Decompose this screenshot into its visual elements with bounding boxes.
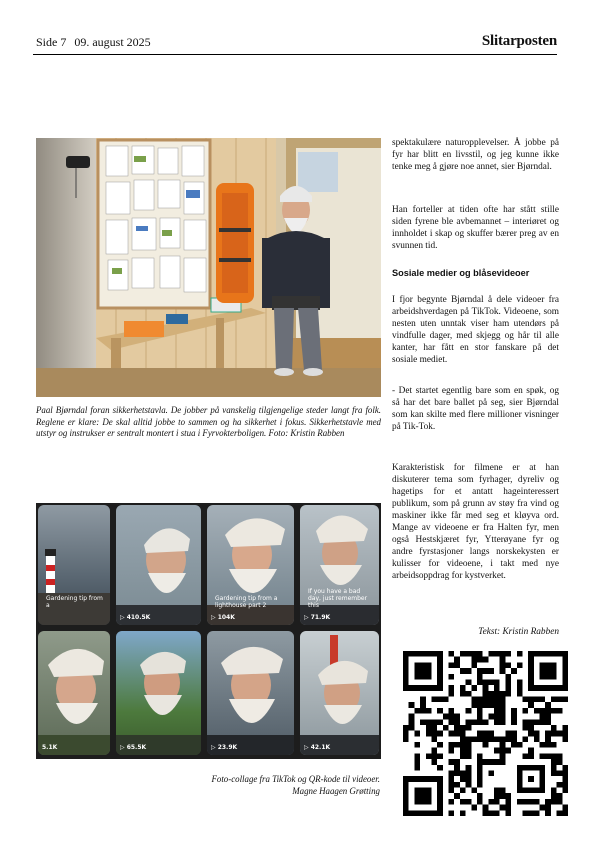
article-paragraph-3 bbox=[392, 294, 559, 366]
section-heading: Sosiale medier og blåsevideoer bbox=[392, 268, 530, 278]
article-paragraph-4 bbox=[392, 385, 559, 433]
view-count: ▷ 42.1K bbox=[304, 744, 331, 751]
article-paragraph-5 bbox=[392, 462, 559, 582]
article-paragraph-1 bbox=[392, 137, 559, 173]
page-info bbox=[36, 35, 151, 50]
page-number: Side 7 bbox=[36, 35, 67, 49]
video-tip: Gardening tip from a lighthouse part 2 bbox=[215, 595, 278, 609]
paragraph-text: I fjor begynte Bjørndal å dele videoer fra arbeidshverdagen på TikTok. Videoene, som nesten uten unntak viser ham utendørs på vindfulle dager, med skjegg og hår til alle kanter, har fått en stor fanskare på det sosiale mediet. bbox=[392, 295, 559, 365]
view-count: ▷ 104K bbox=[211, 614, 235, 621]
paragraph-text: - Det startet egentlig bare som en spøk, og så har det bare ballet på seg, sier Bjørndal som kan skilte med flere millioner visninger på Tik-Tok. bbox=[392, 386, 559, 432]
page-header bbox=[33, 33, 557, 53]
video-tile[interactable] bbox=[300, 631, 379, 755]
view-count: ▷ 71.9K bbox=[304, 614, 331, 621]
video-tip: Gardening tip from a bbox=[46, 595, 103, 609]
tiktok-collage bbox=[36, 503, 381, 759]
collage-caption bbox=[150, 774, 380, 797]
face-image bbox=[38, 631, 110, 755]
face-image bbox=[300, 631, 379, 755]
video-tile[interactable] bbox=[207, 631, 294, 755]
safety-board-photo bbox=[36, 138, 381, 397]
article-paragraph-2 bbox=[392, 204, 559, 252]
paragraph-text: Karakteristisk for filmene er at han diskuterer tema som fyrhager, dyreliv og hagetips for et antatt hageinteressert publikum, som på grunn av støy fra vind og maskiner ikke får med seg et kløyva ord. Mange av videoene er fra Halten fyr, men også Hestskjæret fyr, Ytterøyane fyr og andre fyrstasjoner langs norskekysten er kulisser for videoene, i takt med nye arbeidsoppdrag for kystverket. bbox=[392, 463, 559, 581]
photo-caption: Paal Bjørndal foran sikkerhetstavla. De jobber på vanskelig tilgjengelige steder langt fra folk. Reglene er klare: De skal alltid jobbe to sammen og ha sikkerhet i fokus. Sikkerhetstavle med utstyr og instrukser er sentralt montert i stua i Fyrvokterboligen. Foto: Kristin Rabben bbox=[36, 405, 381, 439]
paragraph-text: spektakulære naturopplevelser. Å jobbe på fyr har blitt en livsstil, og jeg kunne ikke tenke meg å gjøre noe annet, sier Bjørndal. bbox=[392, 138, 559, 172]
view-count: ▷ 23.9K bbox=[211, 744, 238, 751]
byline: Tekst: Kristin Rabben bbox=[478, 627, 559, 637]
video-tile[interactable] bbox=[116, 505, 201, 625]
collage-caption-credit: Magne Haagen Grøtting bbox=[292, 785, 380, 796]
view-count: ▷ 65.5K bbox=[120, 744, 147, 751]
face-image bbox=[116, 631, 201, 755]
view-count: ▷ 410.5K bbox=[120, 614, 151, 621]
video-tile[interactable] bbox=[300, 505, 379, 625]
header-divider bbox=[33, 54, 557, 55]
video-tile[interactable] bbox=[116, 631, 201, 755]
video-tile[interactable] bbox=[207, 505, 294, 625]
face-image bbox=[116, 505, 201, 625]
publication-name: Slitarposten bbox=[481, 33, 557, 49]
video-tile[interactable] bbox=[38, 505, 110, 625]
video-tile[interactable] bbox=[38, 631, 110, 755]
qr-code-image[interactable] bbox=[403, 651, 568, 816]
view-count: 5.1K bbox=[42, 744, 58, 751]
issue-date: 09. august 2025 bbox=[74, 35, 151, 49]
face-image bbox=[207, 631, 294, 755]
collage-caption-line1: Foto-collage fra TikTok og QR-kode til videoer. bbox=[211, 774, 380, 784]
paragraph-text: Han forteller at tiden ofte har stått stille siden fyrene ble avbemannet – interiøret og innholdet i skap og skuffer bærer preg av en svunnen tid. bbox=[392, 205, 559, 251]
video-tip: If you have a bad day, just remember this bbox=[308, 588, 368, 609]
